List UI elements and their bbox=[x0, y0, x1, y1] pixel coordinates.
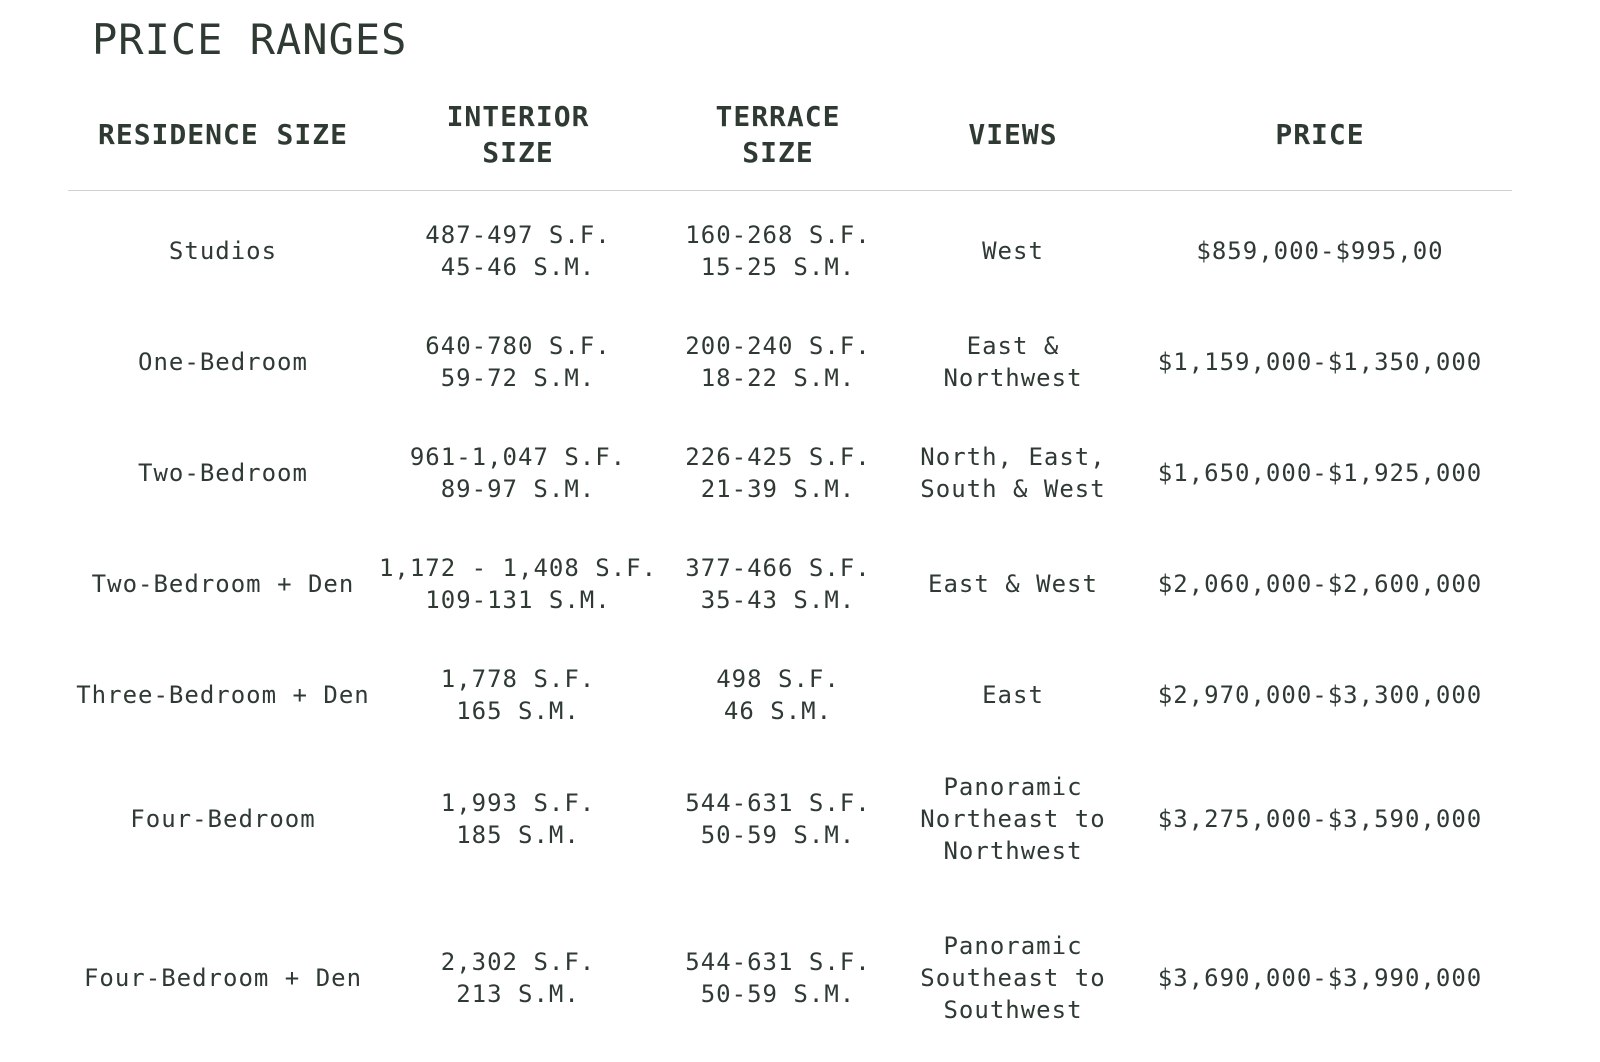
price-cell: $859,000-$995,00 bbox=[1196, 237, 1444, 265]
terrace-cell: 160-268 S.F. 15-25 S.M. bbox=[685, 221, 871, 281]
interior-cell: 640-780 S.F. 59-72 S.M. bbox=[425, 332, 611, 392]
page-title: PRICE RANGES bbox=[92, 15, 408, 64]
price-cell: $3,275,000-$3,590,000 bbox=[1157, 805, 1483, 833]
table-row bbox=[68, 919, 1512, 1037]
residence-cell: Four-Bedroom + Den bbox=[83, 964, 363, 992]
table-row bbox=[68, 422, 1512, 524]
interior-cell: 487-497 S.F. 45-46 S.M. bbox=[425, 221, 611, 281]
header-terrace-size: TERRACE SIZE bbox=[715, 100, 841, 169]
views-cell: North, East, South & West bbox=[920, 443, 1106, 503]
table-row bbox=[68, 311, 1512, 413]
table-header-row bbox=[68, 80, 1512, 191]
residence-cell: Two-Bedroom + Den bbox=[91, 570, 355, 598]
interior-cell: 1,172 - 1,408 S.F. 109-131 S.M. bbox=[378, 554, 658, 614]
terrace-cell: 226-425 S.F. 21-39 S.M. bbox=[685, 443, 871, 503]
residence-cell: Studios bbox=[168, 237, 278, 265]
interior-cell: 961-1,047 S.F. 89-97 S.M. bbox=[409, 443, 627, 503]
views-cell: Panoramic Southeast to Southwest bbox=[920, 932, 1106, 1024]
views-cell: East & West bbox=[928, 570, 1098, 598]
price-cell: $2,060,000-$2,600,000 bbox=[1157, 570, 1483, 598]
price-cell: $3,690,000-$3,990,000 bbox=[1157, 964, 1483, 992]
residence-cell: Two-Bedroom bbox=[138, 459, 308, 487]
views-cell: Panoramic Northeast to Northwest bbox=[920, 773, 1106, 865]
residence-cell: Three-Bedroom + Den bbox=[76, 681, 370, 709]
terrace-cell: 377-466 S.F. 35-43 S.M. bbox=[685, 554, 871, 614]
price-cell: $1,159,000-$1,350,000 bbox=[1157, 348, 1483, 376]
terrace-cell: 200-240 S.F. 18-22 S.M. bbox=[685, 332, 871, 392]
price-cell: $1,650,000-$1,925,000 bbox=[1157, 459, 1483, 487]
table-row bbox=[68, 533, 1512, 635]
residence-cell: Four-Bedroom bbox=[130, 805, 316, 833]
interior-cell: 1,993 S.F. 185 S.M. bbox=[440, 789, 596, 849]
terrace-cell: 544-631 S.F. 50-59 S.M. bbox=[685, 948, 871, 1008]
views-cell: East & Northwest bbox=[943, 332, 1083, 392]
table-row bbox=[68, 760, 1512, 878]
views-cell: East bbox=[982, 681, 1044, 709]
terrace-cell: 544-631 S.F. 50-59 S.M. bbox=[685, 789, 871, 849]
residence-cell: One-Bedroom bbox=[138, 348, 308, 376]
table-row bbox=[68, 644, 1512, 746]
terrace-cell: 498 S.F. 46 S.M. bbox=[716, 665, 840, 725]
header-interior-size: INTERIOR SIZE bbox=[446, 100, 590, 169]
table-row bbox=[68, 200, 1512, 302]
views-cell: West bbox=[982, 237, 1044, 265]
price-cell: $2,970,000-$3,300,000 bbox=[1157, 681, 1483, 709]
price-table bbox=[68, 80, 1512, 1024]
interior-cell: 2,302 S.F. 213 S.M. bbox=[440, 948, 596, 1008]
header-views: VIEWS bbox=[968, 118, 1058, 151]
header-price: PRICE bbox=[1275, 118, 1365, 151]
header-residence-size: RESIDENCE SIZE bbox=[97, 118, 348, 151]
interior-cell: 1,778 S.F. 165 S.M. bbox=[440, 665, 596, 725]
